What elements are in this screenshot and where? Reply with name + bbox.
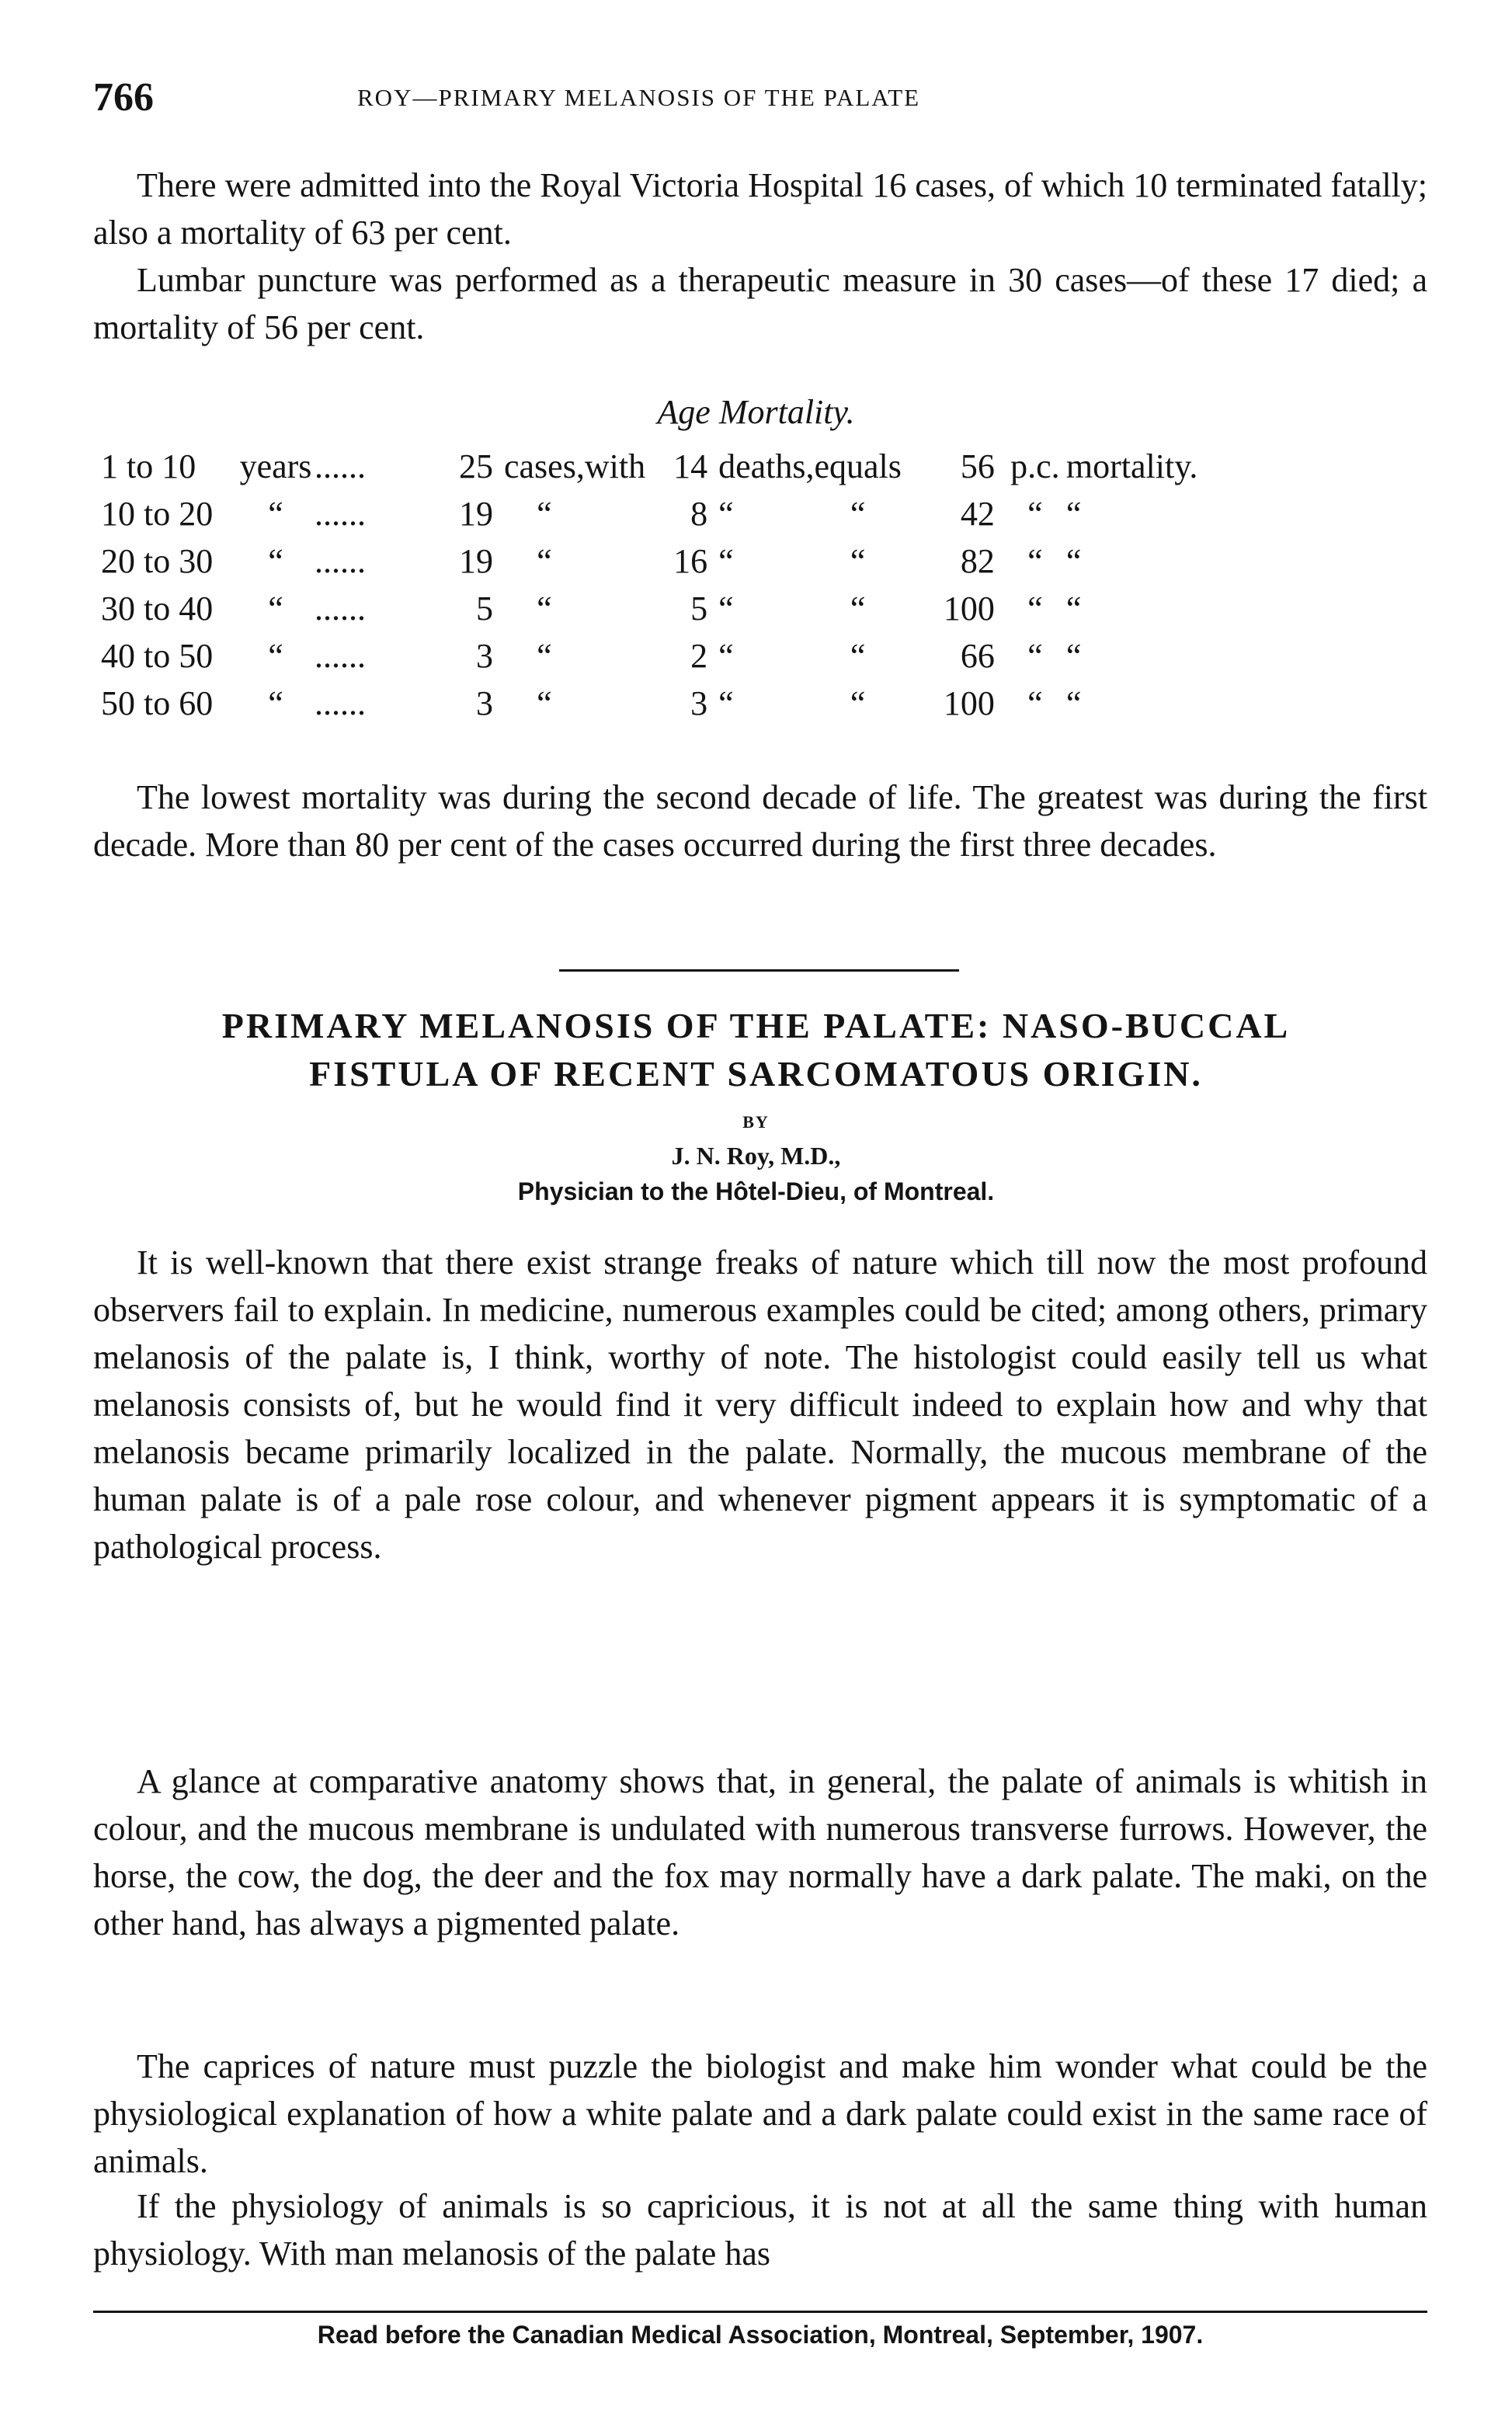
leader-dots-cell: ...... (315, 447, 366, 485)
byline-by: BY (742, 1112, 770, 1132)
mortality-percent-cell: 42 (960, 495, 995, 533)
equals-word-cell: “ (850, 542, 866, 580)
author-name: J. N. Roy, M.D., (671, 1142, 841, 1170)
equals-word-cell: “ (850, 495, 866, 533)
cases-count-cell: 19 (459, 495, 493, 533)
deaths-word-cell: deaths, (718, 447, 815, 485)
article-title-line-2: FISTULA OF RECENT SARCOMATOUS ORIGIN. (309, 1054, 1203, 1094)
unit-cell: “ (268, 495, 283, 533)
paragraph-comparative-anatomy: A glance at comparative anatomy shows that, in general, the palate of animals is whitish in colour, and the mucous membrane is undulated with numerous transverse furrows. However, the horse, the cow, the dog, the deer and the fox may normally have a dark palate. The maki, on the other hand, has always a pigmented palate. (93, 1762, 1427, 1942)
with-word-cell (585, 585, 645, 632)
age-mortality-table (101, 443, 1429, 727)
table-row (101, 680, 1429, 727)
equals-word-cell: “ (850, 589, 866, 628)
deaths-count-cell: 8 (690, 495, 708, 533)
author-affiliation: Physician to the Hôtel-Dieu, of Montreal. (517, 1177, 995, 1205)
with-word-cell (585, 632, 645, 680)
age-range-cell: 20 to 30 (101, 542, 214, 580)
footnote: Read before the Canadian Medical Association, Montreal, September, 1907. (317, 2321, 1204, 2349)
footnote-divider (93, 2311, 1427, 2313)
running-title: ROY—PRIMARY MELANOSIS OF THE PALATE (357, 84, 921, 111)
pc-word-cell: p.c. (1010, 447, 1060, 485)
running-head (93, 75, 1437, 129)
equals-word-cell: “ (850, 637, 866, 675)
pc-word-cell: “ (1027, 589, 1043, 628)
equals-word-cell: equals (814, 447, 902, 485)
mortality-percent-cell: 82 (960, 542, 995, 580)
leader-dots-cell: ...... (315, 684, 366, 722)
article-title-line-1: PRIMARY MELANOSIS OF THE PALATE: NASO-BUCCAL (221, 1006, 1291, 1045)
cases-count-cell: 3 (476, 637, 493, 675)
leader-dots-cell: ...... (315, 495, 366, 533)
mortality-percent-cell: 66 (960, 637, 995, 675)
cases-word-cell: “ (537, 637, 552, 675)
deaths-word-cell: “ (718, 495, 734, 533)
page-number: 766 (93, 75, 154, 120)
deaths-count-cell: 14 (673, 447, 708, 485)
section-divider (559, 969, 959, 972)
unit-cell: “ (268, 542, 283, 580)
unit-cell: years (239, 447, 312, 485)
paragraph-human-physiology: If the physiology of animals is so capricious, it is not at all the same thing with human physiology. With man melanosis of the palate has (93, 2187, 1427, 2273)
table-row (101, 443, 1429, 490)
mortality-word-cell: “ (1065, 589, 1082, 628)
deaths-count-cell: 5 (690, 589, 708, 628)
pc-word-cell: “ (1027, 684, 1043, 722)
table-row (101, 490, 1429, 537)
cases-count-cell: 25 (459, 447, 493, 485)
mortality-percent-cell: 100 (943, 684, 995, 722)
table-row (101, 537, 1429, 585)
age-range-cell: 10 to 20 (101, 495, 214, 533)
unit-cell: “ (268, 637, 283, 675)
deaths-word-cell: “ (718, 684, 734, 722)
cases-word-cell: cases, (504, 447, 585, 485)
article-title (0, 1002, 1512, 1098)
deaths-count-cell: 16 (673, 542, 708, 580)
deaths-word-cell: “ (718, 542, 734, 580)
cases-word-cell: “ (537, 589, 552, 628)
table-row (101, 632, 1429, 680)
leader-dots-cell: ...... (315, 637, 366, 675)
deaths-word-cell: “ (718, 589, 734, 628)
unit-cell: “ (268, 589, 283, 628)
deaths-count-cell: 3 (690, 684, 708, 722)
leader-dots-cell: ...... (315, 542, 366, 580)
paragraph-lumbar-puncture: Lumbar puncture was performed as a therapeutic measure in 30 cases—of these 17 died; a mortality of 56 per cent. (93, 261, 1427, 346)
cases-word-cell: “ (537, 684, 552, 722)
age-range-cell: 50 to 60 (101, 684, 214, 722)
age-range-cell: 1 to 10 (101, 447, 196, 485)
paragraph-royal-victoria: There were admitted into the Royal Victoria Hospital 16 cases, of which 10 terminated fatally; also a mortality of 63 per cent. (93, 166, 1427, 252)
pc-word-cell: “ (1027, 542, 1043, 580)
table-row (101, 585, 1429, 632)
age-range-cell: 40 to 50 (101, 637, 214, 675)
cases-count-cell: 3 (476, 684, 493, 722)
age-range-cell: 30 to 40 (101, 589, 214, 628)
mortality-percent-cell: 100 (943, 589, 995, 628)
cases-word-cell: “ (537, 542, 552, 580)
mortality-word-cell: “ (1065, 542, 1082, 580)
paragraph-freaks-of-nature: It is well-known that there exist strange freaks of nature which till now the most profound observers fail to explain. In medicine, numerous examples could be cited; among others, primary melanosis of the palate is, I think, worthy of note. The histologist could easily tell us what melanosis consists of, but he would find it very difficult indeed to explain how and why that melanosis became primarily localized in the palate. Normally, the mucous membrane of the human palate is of a pale rose colour, and whenever pigment appears it is symptomatic of a pathological process. (93, 1243, 1427, 1566)
mortality-percent-cell: 56 (960, 447, 995, 485)
cases-count-cell: 5 (476, 589, 493, 628)
cases-count-cell: 19 (459, 542, 493, 580)
with-word-cell (585, 537, 645, 585)
with-word-cell (585, 490, 645, 537)
equals-word-cell: “ (850, 684, 866, 722)
with-word-cell: with (584, 447, 646, 485)
mortality-word-cell: mortality. (1065, 447, 1198, 485)
pc-word-cell: “ (1027, 637, 1043, 675)
paragraph-caprices-of-nature: The caprices of nature must puzzle the biologist and make him wonder what could be the physiological explanation of how a white palate and a dark palate could exist in the same race of animals. (93, 2047, 1427, 2180)
leader-dots-cell: ...... (315, 589, 366, 628)
table-caption: Age Mortality. (657, 393, 855, 431)
with-word-cell (585, 680, 645, 727)
paragraph-lowest-mortality: The lowest mortality was during the second decade of life. The greatest was during the first decade. More than 80 per cent of the cases occurred during the first three decades. (93, 778, 1427, 864)
cases-word-cell: “ (537, 495, 552, 533)
deaths-word-cell: “ (718, 637, 734, 675)
pc-word-cell: “ (1027, 495, 1043, 533)
unit-cell: “ (268, 684, 283, 722)
mortality-word-cell: “ (1065, 637, 1082, 675)
deaths-count-cell: 2 (690, 637, 708, 675)
mortality-word-cell: “ (1065, 495, 1082, 533)
mortality-word-cell: “ (1065, 684, 1082, 722)
